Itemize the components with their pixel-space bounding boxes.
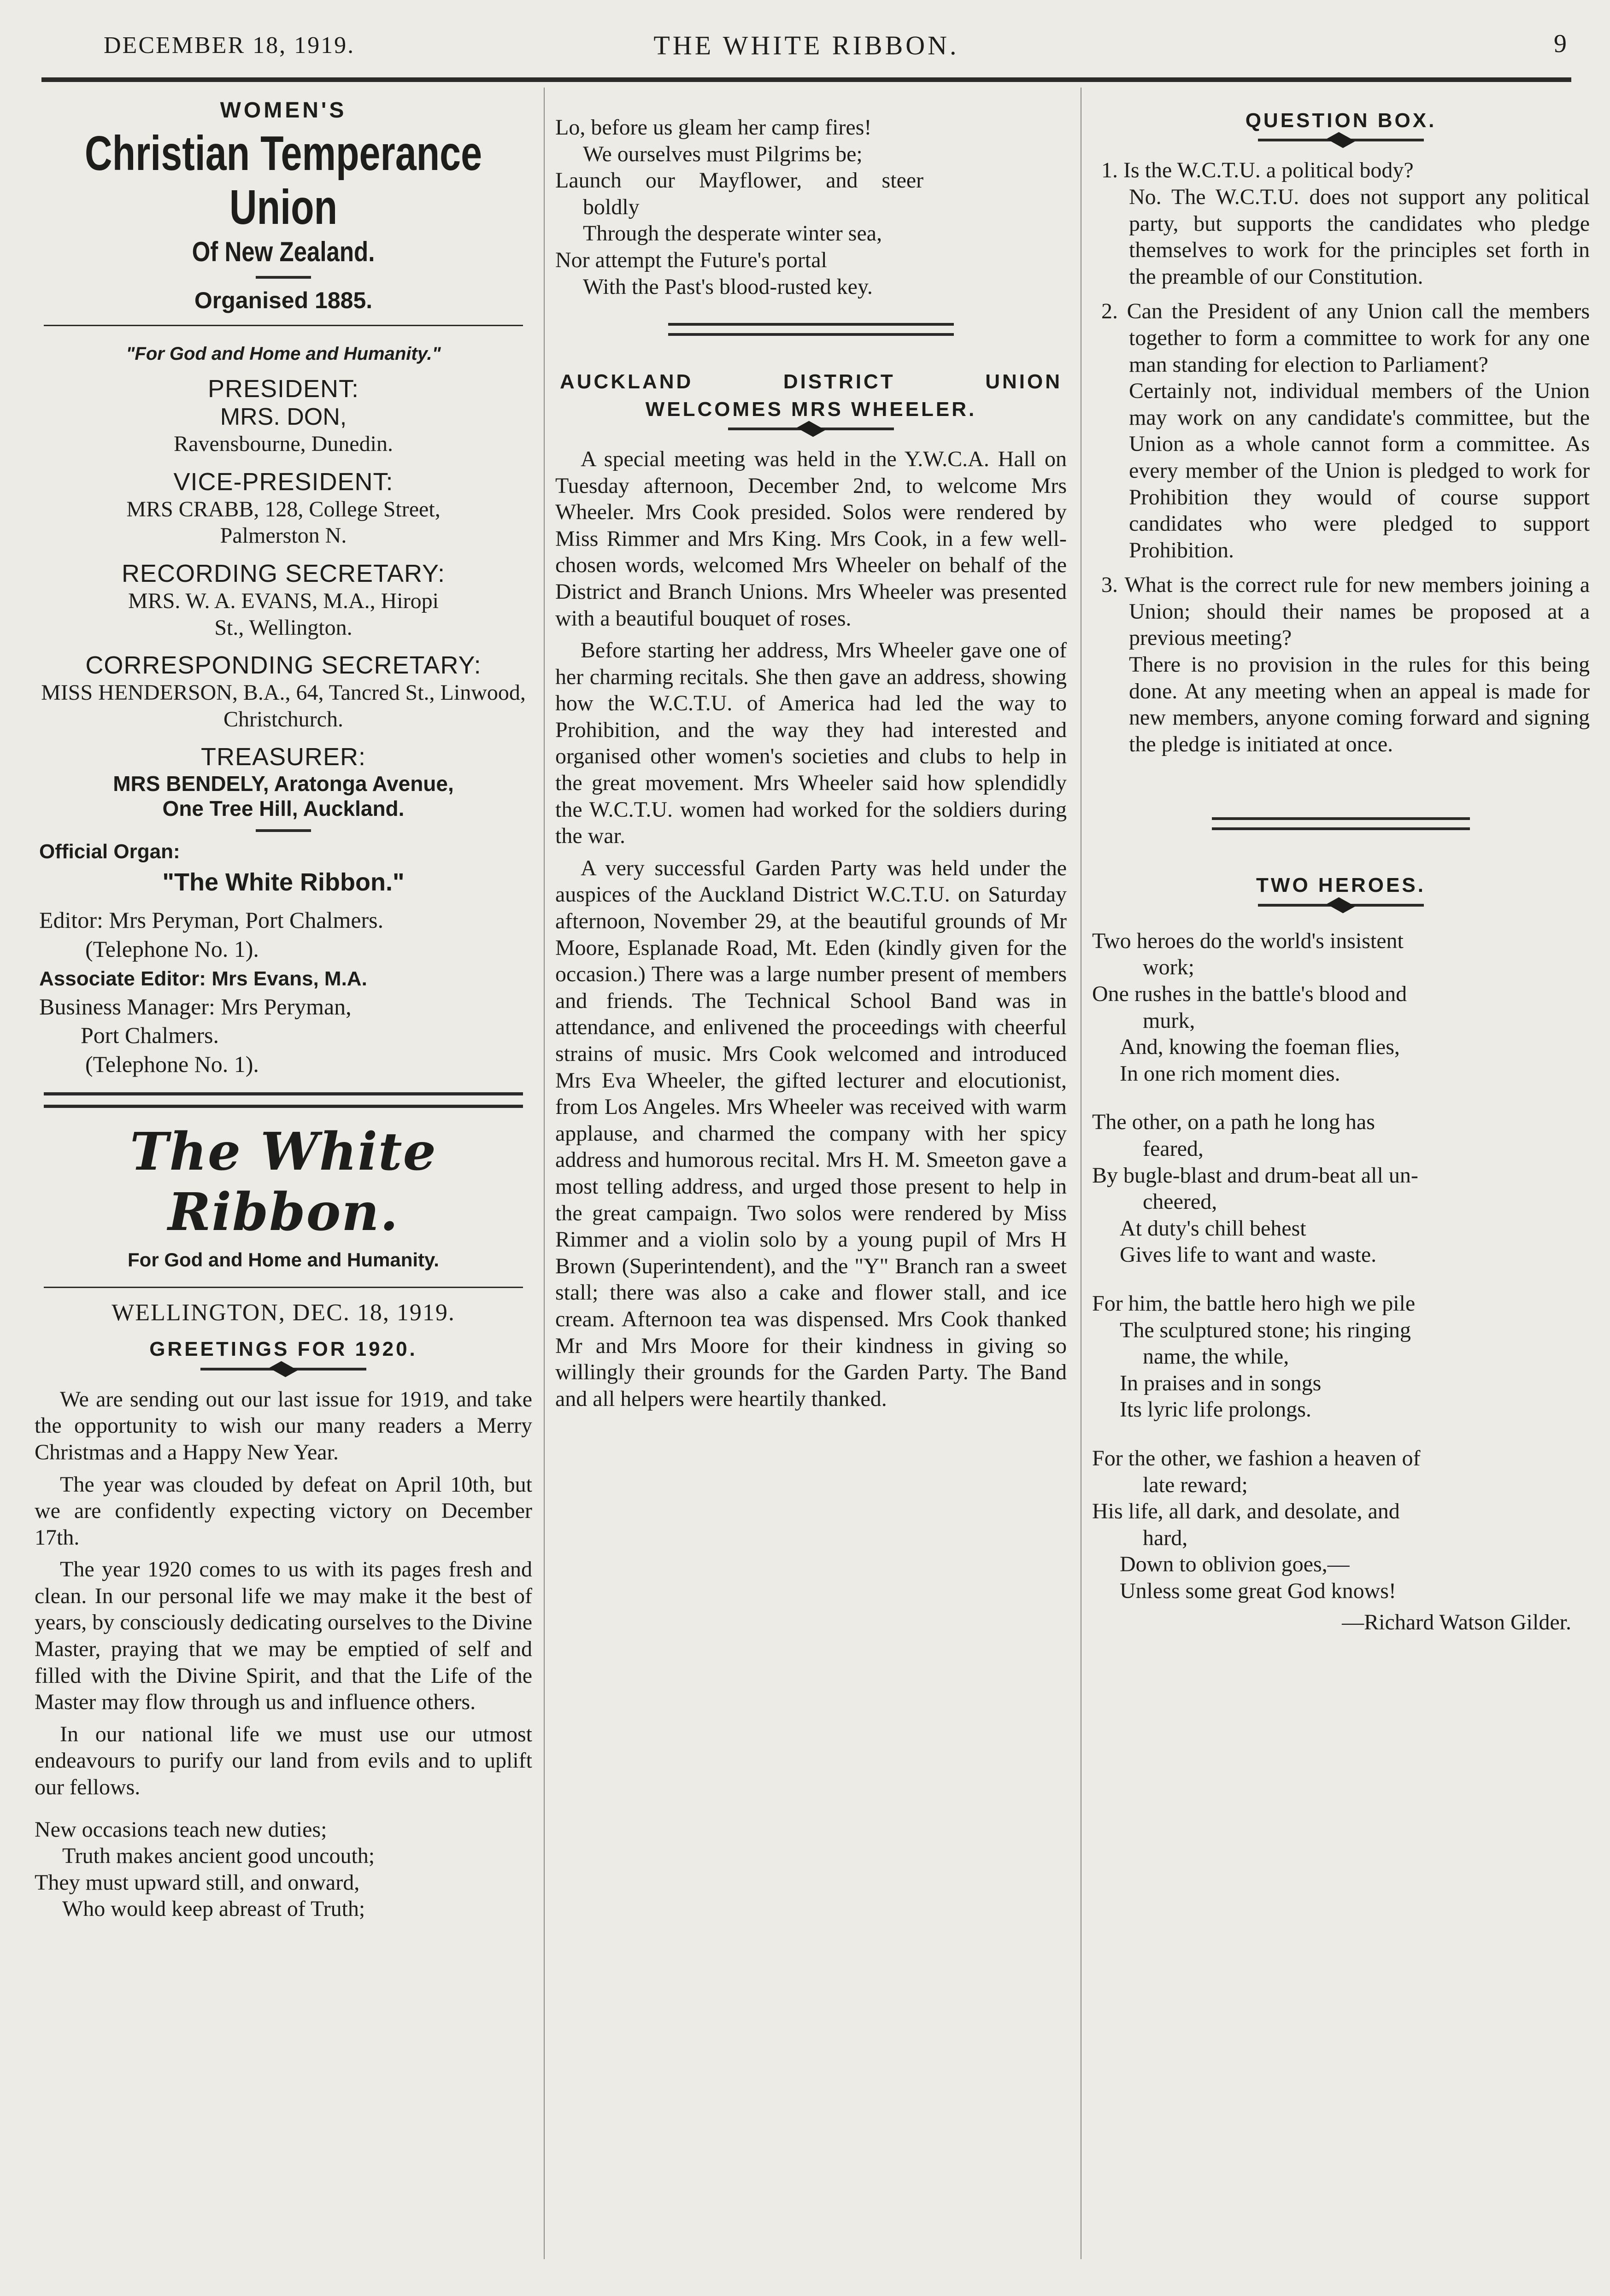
poem-line: They must upward still, and onward, — [35, 1870, 360, 1895]
page-header — [41, 25, 1571, 76]
poem-stanza — [1092, 1109, 1590, 1268]
masthead-motto: For God and Home and Humanity. — [128, 1249, 439, 1271]
divider — [44, 1287, 523, 1288]
officer-president — [35, 375, 532, 457]
question-item — [1092, 157, 1590, 290]
official-organ-label: Official Organ: — [39, 840, 180, 863]
two-heroes-poem — [1092, 928, 1590, 1635]
officer-vice-president — [35, 468, 532, 549]
poem-line: Gives life to want and waste. — [1120, 1242, 1377, 1267]
greetings-heading: GREETINGS FOR 1920. — [149, 1338, 417, 1361]
paragraph: Before starting her address, Mrs Wheeler gave one of her charming recitals. She then gave an address, showing how the W.C.T.U. of America had led the way to Prohibition, and the way they had interested and organised other women's societies and clubs to help in the great movement. Mrs Wheeler said how splendidly the W.C.T.U. women had worked for the soldiers during the war. — [555, 638, 1067, 849]
officer-title: VICE-PRESIDENT: — [173, 468, 394, 496]
business-manager-place: Port Chalmers. — [81, 1022, 219, 1048]
poem-line: feared, — [1143, 1136, 1204, 1161]
poem-stanza — [1092, 928, 1590, 1087]
paragraph: The year 1920 comes to us with its pages fresh and clean. In our personal life we may make it the best of years, by consciously dedicating ourselves to the Divine Master, praying that we may be emptied of self and filled with the Divine Spirit, and that the Life of the Master may flow through us and influence others. — [35, 1557, 532, 1715]
officer-address: MISS HENDERSON, B.A., 64, Tancred St., Linwood, Christchurch. — [41, 680, 526, 732]
column-1 — [35, 88, 532, 2268]
section-double-rule — [1212, 817, 1470, 830]
column-divider-1 — [544, 88, 545, 2259]
poem-line: Lo, before us gleam her camp fires! — [555, 115, 872, 140]
poem-line: Down to oblivion goes,— — [1120, 1552, 1350, 1577]
poem-line: Who would keep abreast of Truth; — [62, 1897, 365, 1921]
question-box-heading: QUESTION BOX. — [1245, 109, 1437, 132]
masthead-title: The White Ribbon. — [130, 1122, 437, 1243]
heading-ornament — [1258, 139, 1424, 141]
heading-ornament — [200, 1368, 366, 1371]
dateline: WELLINGTON, DEC. 18, 1919. — [112, 1300, 455, 1326]
poem-line: The other, on a path he long has — [1092, 1110, 1375, 1135]
poem-stanza — [1092, 1445, 1590, 1605]
poem-line: One rushes in the battle's blood and — [1092, 982, 1407, 1007]
wctu-womens-label: WOMEN'S — [220, 98, 347, 123]
poem-line: For him, the battle hero high we pile — [1092, 1291, 1416, 1316]
poem-line: cheered, — [1143, 1189, 1217, 1214]
officer-name: MRS BENDELY, Aratonga Avenue, — [113, 772, 454, 796]
official-organ-name: "The White Ribbon." — [162, 868, 405, 896]
poem-line: The sculptured stone; his ringing — [1120, 1318, 1411, 1342]
poem-line: His life, all dark, and desolate, and — [1092, 1499, 1400, 1524]
business-phone: (Telephone No. 1). — [85, 1051, 259, 1077]
poem-line: By bugle-blast and drum-beat all un- — [1092, 1163, 1418, 1188]
officers-list — [35, 375, 532, 821]
question-text: 1. Is the W.C.T.U. a political body? — [1101, 158, 1414, 183]
poem-line: boldly — [583, 194, 640, 219]
poem-line: New occasions teach new duties; — [35, 1817, 327, 1842]
officer-title: RECORDING SECRETARY: — [121, 559, 446, 587]
poem-line: murk, — [1143, 1008, 1195, 1033]
answer-text: Certainly not, individual members of the Union may work on any candidate's committee, but the Union as a whole cannot form a committee. As every member of the Union is pledged to work for Prohibition they would of course support candidates who were pledged to support Prohibition. — [1129, 379, 1590, 562]
officer-address: MRS CRABB, 128, College Street, — [126, 497, 441, 521]
poem-author: —Richard Watson Gilder. — [1342, 1610, 1571, 1634]
question-item — [1092, 298, 1590, 563]
question-text: 3. What is the correct rule for new members joining a Union; should their names be proposed at a previous meeting? — [1101, 573, 1590, 650]
poem-line: With the Past's blood-rusted key. — [583, 274, 873, 299]
organised-year: Organised 1885. — [194, 287, 373, 314]
poem-line: In one rich moment dies. — [1120, 1061, 1340, 1086]
associate-editor-line — [39, 963, 532, 992]
officer-address: MRS. W. A. EVANS, M.A., Hiropi — [128, 588, 439, 613]
two-heroes-heading: TWO HEROES. — [1256, 874, 1426, 897]
column-2 — [555, 88, 1067, 2268]
associate-editor-label: Associate Editor: — [39, 967, 206, 990]
associate-editor-name: Mrs Evans, M.A. — [212, 967, 367, 990]
header-rule — [41, 77, 1571, 82]
officer-address: Palmerston N. — [220, 523, 347, 548]
divider — [256, 276, 311, 279]
poem-line: And, knowing the foeman flies, — [1120, 1035, 1400, 1060]
page-number: 9 — [1554, 29, 1567, 58]
poem-line: hard, — [1143, 1525, 1188, 1550]
paragraph: The year was clouded by defeat on April 10th, but we are confidently expecting victory on December 17th. — [35, 1472, 532, 1550]
auckland-heading-line-2: WELCOMES MRS WHEELER. — [645, 398, 977, 421]
paragraph: We are sending out our last issue for 1919, and take the opportunity to wish our many readers a Merry Christmas and a Happy New Year. — [35, 1387, 532, 1464]
officer-recording-secretary — [35, 559, 532, 641]
officer-address: One Tree Hill, Auckland. — [162, 797, 405, 821]
poem-line: We ourselves must Pilgrims be; — [583, 141, 863, 166]
officer-title: TREASURER: — [200, 743, 366, 771]
poem-line: Unless some great God knows! — [1120, 1578, 1396, 1603]
poem-line: Launch our Mayflower, and steer — [555, 168, 924, 193]
poem-line: name, the while, — [1143, 1344, 1289, 1369]
newspaper-title: THE WHITE RIBBON. — [653, 30, 959, 60]
officer-title: CORRESPONDING SECRETARY: — [85, 651, 482, 679]
wctu-motto: "For God and Home and Humanity." — [126, 344, 441, 364]
issue-date: DECEMBER 18, 1919. — [104, 32, 355, 59]
wctu-name: Christian Temperance Union — [84, 126, 482, 234]
poem-line: work; — [1143, 955, 1194, 980]
paragraph: A special meeting was held in the Y.W.C.A. Hall on Tuesday afternoon, December 2nd, to welcome Mrs Wheeler. Mrs Cook presided. Solos were rendered by Miss Rimmer and Mrs King. Mrs Cook, in a few well-chosen words, welcomed Mrs Wheeler on behalf of the District and Branch Unions. Mrs Wheeler was presented with a beautiful bouquet of roses. — [555, 446, 1067, 631]
officer-address: Ravensbourne, Dunedin. — [174, 432, 393, 457]
officer-name: MRS. DON, — [220, 404, 347, 431]
greetings-poem — [35, 1816, 532, 1922]
section-double-rule — [668, 323, 954, 336]
editor-line: Editor: Mrs Peryman, Port Chalmers. — [39, 907, 384, 933]
poem-line: For the other, we fashion a heaven of — [1092, 1446, 1421, 1470]
divider — [44, 325, 523, 331]
officer-treasurer — [35, 743, 532, 821]
business-manager-line: Business Manager: Mrs Peryman, — [39, 993, 352, 1019]
officer-title: PRESIDENT: — [207, 375, 359, 403]
paragraph: In our national life we must use our utmost endeavours to purify our land from evils and to uplift our fellows. — [35, 1722, 532, 1800]
auckland-heading-line-1: AUCKLAND DISTRICT UNION — [560, 370, 1062, 393]
wctu-country: Of New Zealand. — [192, 236, 375, 268]
poem-line: Nor attempt the Future's portal — [555, 247, 827, 272]
poem-stanza — [1092, 1290, 1590, 1423]
poem-line: Its lyric life prolongs. — [1120, 1397, 1311, 1422]
poem-line: Two heroes do the world's insistent — [1092, 928, 1404, 953]
question-text: 2. Can the President of any Union call the members together to form a committee to work for any one man standing for election to Parliament? — [1101, 299, 1590, 377]
heading-ornament — [1258, 904, 1424, 907]
officer-corresponding-secretary — [35, 651, 532, 732]
officer-address: St., Wellington. — [214, 615, 353, 640]
column-3 — [1092, 88, 1590, 2268]
poem-line: late reward; — [1143, 1472, 1248, 1497]
section-double-rule — [44, 1092, 523, 1108]
answer-text: There is no provision in the rules for this being done. At any meeting when an appeal is made for new members, anyone coming forward and signing the pledge is initiated at once. — [1129, 652, 1590, 756]
poem-line: In praises and in songs — [1120, 1371, 1322, 1395]
poem-line: At duty's chill behest — [1120, 1216, 1306, 1241]
poem-line: Truth makes ancient good uncouth; — [62, 1844, 375, 1868]
heading-ornament — [728, 428, 894, 430]
editor-phone: (Telephone No. 1). — [85, 936, 259, 962]
question-item — [1092, 572, 1590, 757]
paragraph: A very successful Garden Party was held under the auspices of the Auckland District W.C.T.U. on Saturday afternoon, November 29, at the beautiful grounds of Mr Moore, Esplanade Road, Mt. Eden (kindly given for the occasion.) There was a large number present of members and friends. The Technical School Band was in attendance, and enlivened the proceedings with cheerful strains of music. Mrs Cook welcomed and introduced Mrs Eva Wheeler, the gifted lecturer and elocutionist, from Los Angeles. Mrs Wheeler was received with warm applause, and charmed the company with her spicy address and humorous recital. Mrs H. M. Smeeton gave a most telling address, and urged those present to help in the great campaign. Two solos were rendered by Miss Rimmer and a violin solo by a young pupil of Mrs H Brown (Superintendent), and the "Y" Branch ran a sweet stall; there was also a cake and flower stall, and ice cream. Afternoon tea was dispensed. Mrs Cook thanked Mr and Mrs Moore for their kindness in giving so willingly their grounds for the Garden Party. The Band and all helpers were heartily thanked. — [555, 855, 1067, 1411]
greetings-poem-continued — [555, 114, 1067, 300]
divider — [256, 829, 311, 832]
poem-line: Through the desperate winter sea, — [583, 221, 882, 246]
answer-text: No. The W.C.T.U. does not support any political party, but supports the candidates who pledge themselves to work for the principles set forth in the preamble of our Constitution. — [1129, 184, 1590, 289]
